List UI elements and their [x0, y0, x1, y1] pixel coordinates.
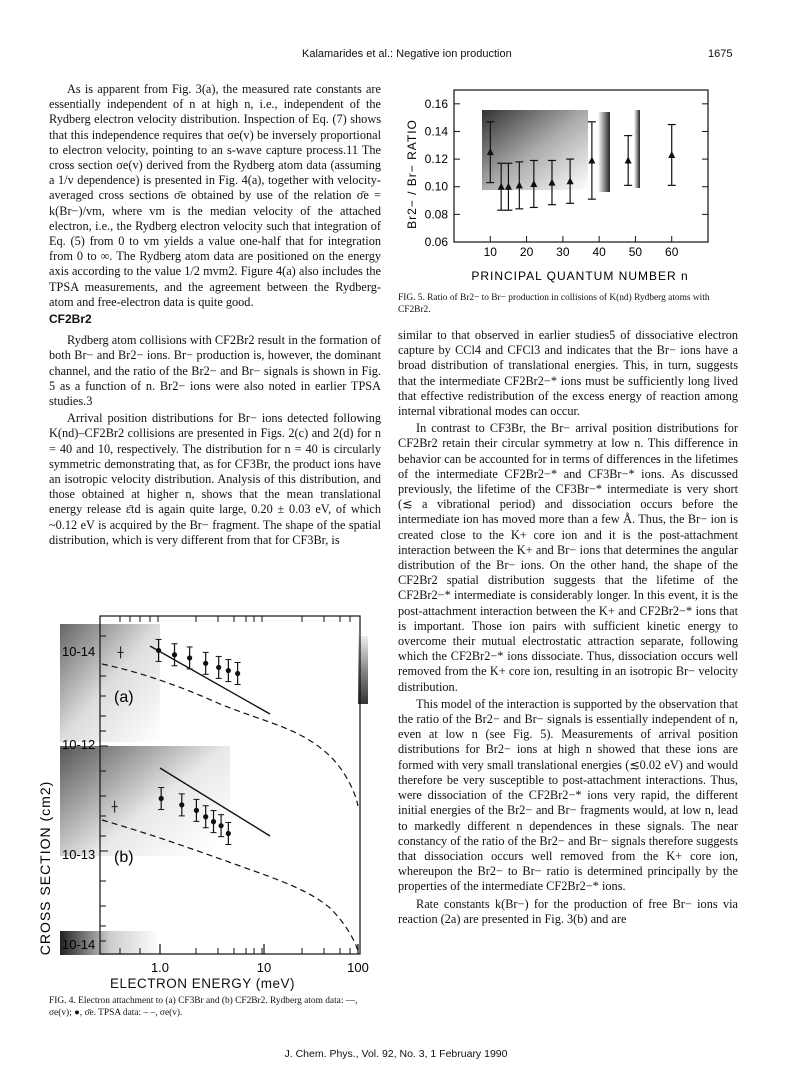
- data-point: [211, 819, 216, 824]
- x-tick-label: 20: [519, 245, 534, 259]
- fig5-x-axis-label: PRINCIPAL QUANTUM NUMBER n: [471, 269, 689, 283]
- fig5-shading: [482, 110, 588, 190]
- x-tick-label: 40: [592, 245, 606, 259]
- y-tick-label: 0.14: [424, 124, 448, 139]
- ytick-label: 10-12: [62, 737, 96, 752]
- fig5-caption: FIG. 5. Ratio of Br2− to Br− production in collisions of K(nd) Rydberg atoms with CF2Br2.: [398, 293, 710, 315]
- xtick-label: 1.0: [150, 960, 170, 975]
- y-tick-label: 0.12: [424, 152, 448, 167]
- paragraph: similar to that observed in earlier studies5 of dissociative electron capture by CCl4 and CFCl3 and indicates that the Br− ions have a broad distribution of translational energies. This, in turn, suggests that the intermediate CF2Br2−* ions must be sufficiently long lived that effective redistribution of the excess energy of reaction among internal vibrational modes can occur.: [398, 328, 738, 419]
- rydberg-fit-line-a: [150, 646, 270, 714]
- top-minor-ticks: [120, 616, 350, 622]
- x-tick-label: 50: [628, 245, 643, 259]
- data-point: [187, 655, 192, 660]
- xtick-label: 10: [256, 960, 272, 975]
- ytick-label: 10-14: [62, 644, 96, 659]
- y-axis-label: CROSS SECTION (cm2): [37, 780, 53, 956]
- data-point: [203, 661, 208, 666]
- data-point: [625, 156, 632, 163]
- footer: J. Chem. Phys., Vol. 92, No. 3, 1 February 1990: [284, 1048, 508, 1060]
- x-tick-label: 10: [483, 245, 497, 259]
- paragraph: Rydberg atom collisions with CF2Br2 result in the formation of both Br− and Br2− ions. Br− production is, however, the dominant channel, and the ratio of the Br2− and Br− signals is shown in Fig. 5 as a function of n. Br2− ions were also noted in earlier TPSA studies.3: [49, 333, 381, 409]
- data-point: [172, 652, 177, 657]
- x-tick-label: 60: [665, 245, 679, 259]
- data-point: [588, 156, 595, 163]
- paragraph: This model of the interaction is supported by the observation that the ratio of the Br2− and Br− signals is essentially independent of n, even at low n (see Fig. 5). Measurements of arrival position distributions for Br2− ions at high n showed that these ions are formed with very small translational energies (≲0.02 eV) and would therefore be very susceptible to post-attachment interactions. Thus, were dissociation of the CF2Br2−* ions very rapid, the different initial energies of the Br2− and Br− fragments would, at low n, lead to markedly different n dependences in these signals. The near constancy of the ratio of the Br2− and Br− signals therefore suggests that dissociation occurs well removed from the K+ core ion, whereupon the Br2− to Br− ratio is determined principally by the properties of the intermediate CF2Br2−* ions.: [398, 696, 738, 894]
- data-point: [194, 808, 199, 813]
- paragraph: Rate constants k(Br−) for the production of free Br− ions via reaction (2a) are presented in Fig. 3(b) and are: [398, 896, 738, 926]
- data-point: [218, 823, 223, 828]
- data-point: [216, 665, 221, 670]
- xtick-label: 100: [347, 960, 369, 975]
- ytick-label: 10-13: [62, 847, 96, 862]
- data-point: [226, 668, 231, 673]
- data-point: [668, 151, 675, 158]
- data-point: [159, 796, 164, 801]
- paragraph: Arrival position distributions for Br− ions detected following K(nd)–CF2Br2 collisions are presented in Figs. 2(c) and 2(d) for n = 40 and 10, respectively. The distribution for n = 40 is circularly symmetric demonstrating that, as for CF3Br, the product ions have an isotropic velocity distribution. Analysis of this distribution, and those obtained at higher n, shows that the mean translational energy release ε̄td is again quite large, 0.20 ± 0.03 eV, of which ~0.12 eV is acquired by the Br− fragment. The shape of the spatial distribution, which is very different from that for CF3Br, is: [49, 411, 381, 547]
- fig5-y-axis-label: Br2− / Br− RATIO: [405, 119, 419, 229]
- panel-label-a: (a): [114, 689, 134, 706]
- left-column: [49, 82, 381, 550]
- y-tick-label: 0.10: [424, 179, 448, 194]
- major-x-ticks: [160, 944, 358, 954]
- running-title: Kalamarides et al.: Negative ion production: [302, 48, 512, 60]
- fig4-x-axis-label: ELECTRON ENERGY (meV): [110, 976, 296, 991]
- data-point: [179, 802, 184, 807]
- y-tick-label: 0.06: [424, 235, 448, 249]
- fig5-shading: [598, 112, 610, 192]
- y-tick-label: 0.08: [424, 207, 448, 222]
- section-title: CF2Br2: [49, 312, 92, 327]
- paragraph: In contrast to CF3Br, the Br− arrival position distributions for CF2Br2 retain their circular symmetry at low n. This difference in behavior can be accounted for in terms of differences in the lifetimes of the intermediate CF2Br2−* and CF3Br−* ions. As discussed previously, the lifetime of the CF3Br−* intermediate is very short (≲ a vibrational period) and dissociation occurs before the intermediate ion has moved more than a few Å. Thus, the Br− ion is created close to the K+ core ion and it is the post-attachment interaction between the K+ and Br− ions that determines the angular distribution of the Br− ions. On the other hand, the shape of the CF2Br2 spatial distribution suggests that the lifetime of the CF2Br2−* intermediate is considerably longer. In this event, it is the post-attachment interaction between the K+ and CF2Br2−* ions that is important. Those ion pairs with sufficient kinetic energy to overcome their mutual electrostatic attraction separate, following which the CF2Br2−* ions dissociate. Thus, dissociation occurs well removed from the K+ core ion, resulting in an isotropic Br− velocity distribution.: [398, 421, 738, 694]
- fig5-shading: [634, 110, 640, 188]
- data-point: [203, 814, 208, 819]
- data-point: [226, 831, 231, 836]
- page-number: 1675: [708, 48, 733, 60]
- x-tick-label: 30: [556, 245, 570, 259]
- panel-label-b: (b): [114, 849, 134, 866]
- data-point: [156, 648, 161, 653]
- figure-5: [398, 76, 738, 286]
- paragraph: As is apparent from Fig. 3(a), the measured rate constants are essentially independent of n at high n, i.e., independent of the Rydberg electron velocity distribution. Inspection of Eq. (7) shows that this independence requires that σe(v) be inversely proportional to electron velocity, pointing to an s-wave capture process.11 The cross section σe(v) derived from the Rydberg atom data (assuming a 1/v dependence) is presented in Fig. 4(a), together with velocity-averaged cross sections σ̄e obtained by use of the relation σ̄e = k(Br−)/vm, where vm is the median velocity of the attached electron, i.e., the Rydberg electron velocity such that integration of Eq. (5) from 0 to vm yields a value one-half that for integration from 0 to ∞. The Rydberg atom data are positioned on the energy axis according to the value 1/2 mvm2. Figure 4(a) also includes the TPSA measurements, and the agreement between the Rydberg-atom and free-electron data is quite good.: [49, 82, 381, 309]
- ytick-label: 10-14: [62, 937, 96, 952]
- right-column: [398, 328, 738, 929]
- y-tick-label: 0.16: [424, 96, 448, 111]
- figure-4: [37, 606, 380, 976]
- data-point: [235, 671, 240, 676]
- fig4-caption: FIG. 4. Electron attachment to (a) CF3Br and (b) CF2Br2. Rydberg atom data: —, σe(v); ●, σ̄e. TPSA data: – –, σe(v).: [49, 996, 358, 1018]
